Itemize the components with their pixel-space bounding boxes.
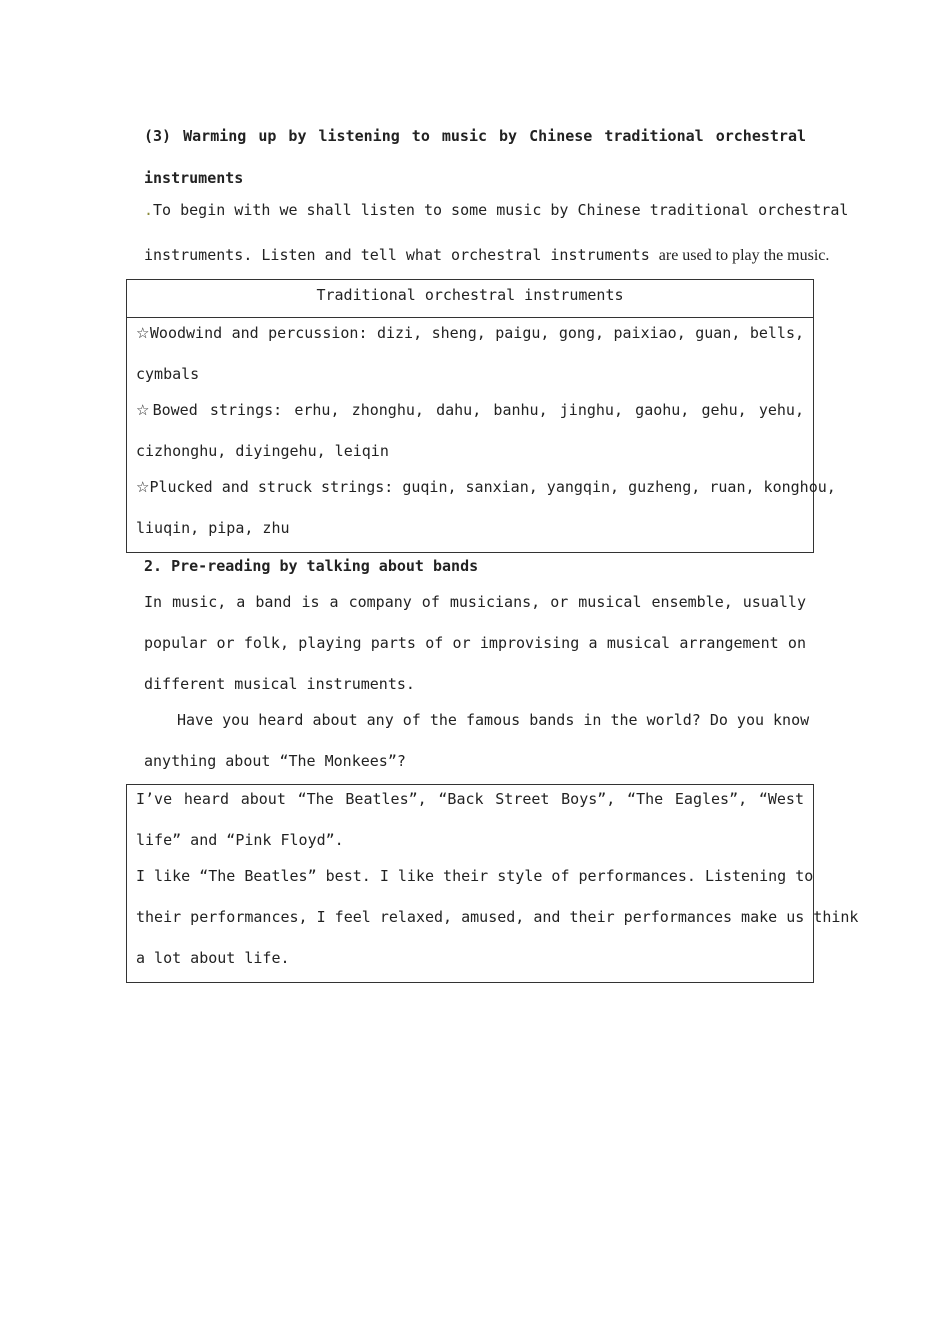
section-3-paragraph-text3: are used to play the music. [658,247,830,264]
section-3-paragraph-text1: To begin with we shall listen to some music by Chinese traditional orchestral [153,201,849,219]
section-3-number: (3) [144,127,172,145]
plucked-line2: liuqin, pipa, zhu [136,519,290,537]
star-icon: ☆ [136,324,150,342]
answer-line1: I’ve heard about “The Beatles”, “Back Street Boys”, “The Eagles”, “West [136,790,804,808]
instruments-table [126,279,836,553]
star-icon: ☆ [136,401,153,419]
bowed-line2: cizhonghu, diyingehu, leiqin [136,442,389,460]
woodwind-line2: cymbals [136,365,200,383]
answer-box [126,784,859,983]
plucked-line1 [136,478,836,496]
section-2-heading: 2. Pre-reading by talking about bands [144,557,479,575]
answer-line4: their performances, I feel relaxed, amused, and their performances make us think [136,908,859,926]
section-3-heading-line1 [144,127,806,145]
section-2-para1-line3: different musical instruments. [144,675,415,693]
section-2-para2-line1: Have you heard about any of the famous bands in the world? Do you know [177,711,810,729]
section-3-paragraph-text2: instruments. Listen and tell what orchestral instruments [144,246,650,264]
section-3-heading-text: Warming up by listening to music by Chinese traditional orchestral [183,127,806,145]
section-2-para1-line1: In music, a band is a company of musicians, or musical ensemble, usually [144,593,806,611]
section-2-para2-line2: anything about “The Monkees”? [144,752,406,770]
section-3-paragraph-line2 [144,246,829,265]
woodwind-text1: Woodwind and percussion: dizi, sheng, paigu, gong, paixiao, guan, bells, [149,324,805,342]
answer-line2: life” and “Pink Floyd”. [136,831,344,849]
star-icon: ☆ [136,478,150,496]
section-2-para1-line2: popular or folk, playing parts of or improvising a musical arrangement on [144,634,806,652]
instruments-table-divider [127,317,813,318]
instruments-table-title: Traditional orchestral instruments [316,286,624,304]
bowed-line1 [136,401,804,419]
section-3-paragraph-line1 [144,201,849,219]
plucked-text1: Plucked and struck strings: guqin, sanxian, yangqin, guzheng, ruan, konghou, [149,478,836,496]
paragraph-mark: . [144,201,154,219]
woodwind-line1 [136,324,804,342]
answer-line5: a lot about life. [136,949,290,967]
bowed-text1: Bowed strings: erhu, zhonghu, dahu, banhu, jinghu, gaohu, gehu, yehu, [152,401,804,419]
section-3-heading-line2: instruments [144,169,244,187]
answer-line3: I like “The Beatles” best. I like their style of performances. Listening to [136,867,814,885]
